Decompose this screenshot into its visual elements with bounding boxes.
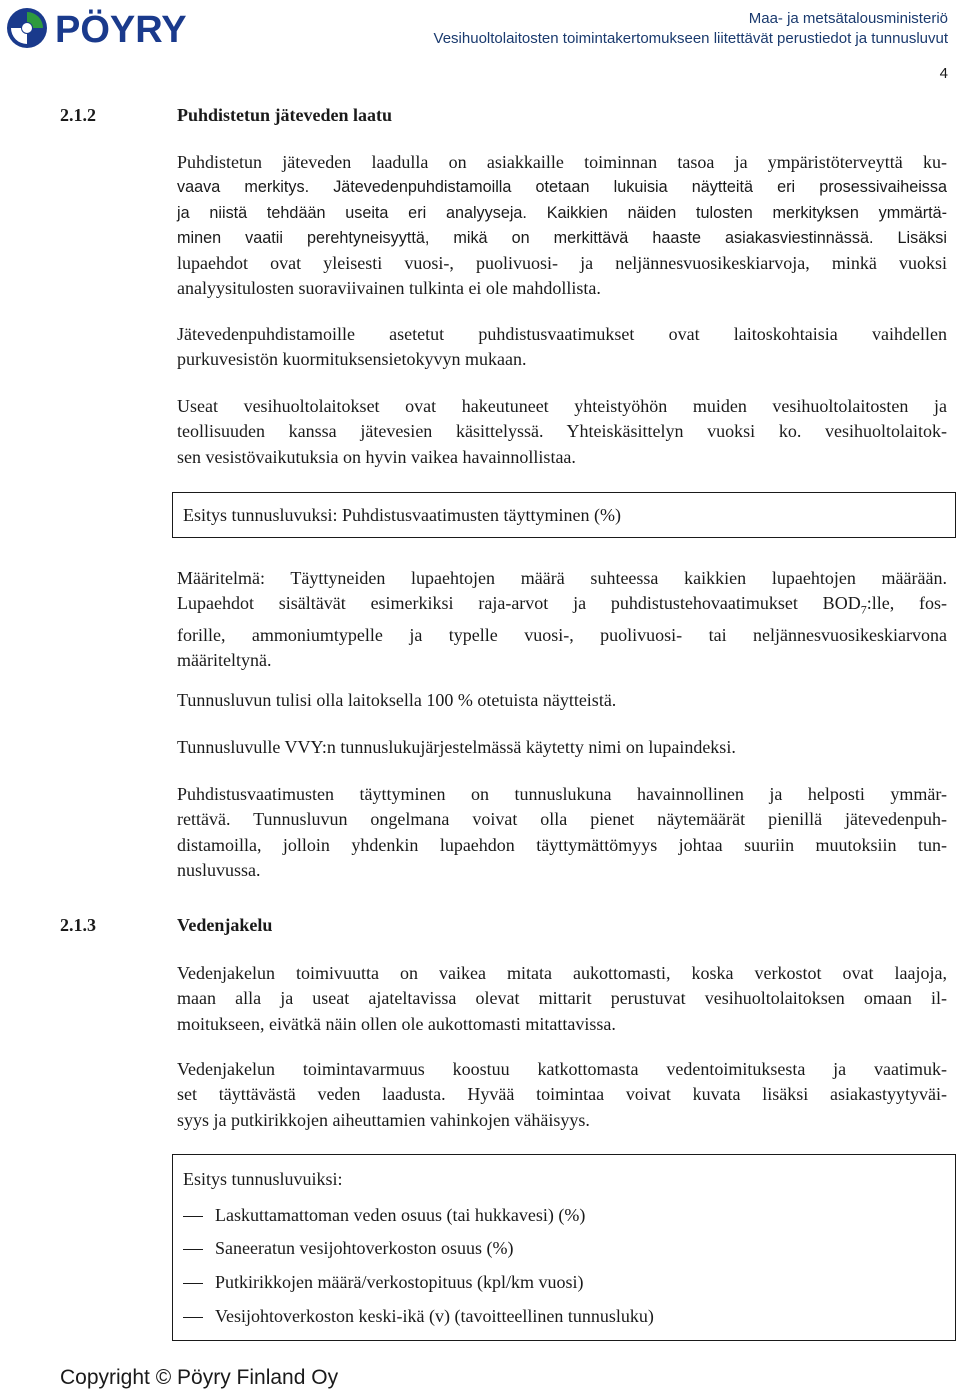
paragraph-5 <box>177 688 947 713</box>
list-item <box>183 1205 585 1226</box>
list-item <box>183 1306 654 1327</box>
paragraph-line: ja niistä tehdään useita eri analyyseja. Kaikkien näiden tulosten merkityksen ymmärtä- <box>177 203 947 222</box>
list-item-text: Laskuttamattoman veden osuus (tai hukkavesi) (%) <box>215 1205 586 1225</box>
paragraph-definition <box>177 566 947 674</box>
paragraph-8 <box>177 961 947 1037</box>
logo-mark-icon <box>7 8 47 48</box>
paragraph-line: Puhdistusvaatimusten täyttyminen on tunnuslukuna havainnollinen ja helposti ymmär- <box>177 784 947 804</box>
paragraph-line: Vedenjakelun toimintavarmuus koostuu katkottomasta vedentoimituksesta ja vaatimuk- <box>177 1059 947 1079</box>
paragraph-line: Puhdistetun jäteveden laadulla on asiakkaille toiminnan tasoa ja ympäristöterveyttä ku- <box>177 152 947 172</box>
logo-wordmark: PÖYRY <box>55 9 187 51</box>
paragraph-line: forille, ammoniumtypelle ja typelle vuosi-, puolivuosi- tai neljännesvuosikeskiarvona <box>177 625 947 646</box>
page-number: 4 <box>939 65 948 82</box>
header-report-title: Vesihuoltolaitosten toimintakertomukseen liitettävät perustiedot ja tunnusluvut <box>433 30 948 47</box>
list-item <box>183 1272 583 1293</box>
section-number-213: 2.1.3 <box>60 915 96 935</box>
paragraph-line <box>177 591 947 623</box>
dash-bullet-icon <box>183 1216 203 1217</box>
list-item <box>183 1238 513 1259</box>
header-ministry: Maa- ja metsätalousministeriö <box>748 10 948 27</box>
text-run: :lle, fos- <box>866 593 947 614</box>
paragraph-line: distamoilla, jolloin yhdenkin lupaehdon täyttymättömyys johtaa suuriin muutoksiin tun- <box>177 834 947 855</box>
paragraph-line: Tunnusluvun tulisi olla laitoksella 100 % otetuista näytteistä. <box>177 690 617 710</box>
paragraph-1 <box>177 150 947 302</box>
paragraph-line: purkuvesistön kuormituksensietokyvyn mukaan. <box>177 349 527 370</box>
paragraph-7 <box>177 782 947 883</box>
paragraph-line: minen vaatii perehtyneisyyttä, mikä on merkittävä haaste asiakasviestinnässä. Lisäksi <box>177 228 947 247</box>
list-item-text: Saneeratun vesijohtoverkoston osuus (%) <box>215 1238 514 1258</box>
paragraph-line: Useat vesihuoltolaitokset ovat hakeutuneet yhteistyöhön muiden vesihuoltolaitosten ja <box>177 396 947 416</box>
paragraph-line: set täyttävästä veden laadusta. Hyvää toimintaa voivat kuvata lisäksi asiakastyytyväi- <box>177 1084 947 1105</box>
paragraph-line: sen vesistövaikutuksia on hyvin vaikea havainnollistaa. <box>177 446 576 467</box>
paragraph-line: nusluvussa. <box>177 859 261 880</box>
section-title-212: Puhdistetun jäteveden laatu <box>177 105 393 125</box>
subscript: 7 <box>860 602 867 617</box>
paragraph-line: syys ja putkirikkojen aiheuttamien vahinkojen vähäisyys. <box>177 1109 590 1130</box>
poyry-logo <box>3 4 243 52</box>
indicator-box-title: Esitys tunnusluvuiksi: <box>183 1169 343 1189</box>
footer-copyright: Copyright © Pöyry Finland Oy <box>60 1366 339 1389</box>
paragraph-line: analyysitulosten suoraviivainen tulkinta ei ole mahdollista. <box>177 278 601 299</box>
paragraph-line: moitukseen, eivätkä näin ollen ole aukottomasti mitattavissa. <box>177 1013 616 1034</box>
paragraph-3 <box>177 394 947 470</box>
dash-bullet-icon <box>183 1249 203 1250</box>
section-number-212: 2.1.2 <box>60 105 96 125</box>
paragraph-line: määriteltynä. <box>177 650 272 671</box>
paragraph-line: Määritelmä: Täyttyneiden lupaehtojen määrä suhteessa kaikkien lupaehtojen määrään. <box>177 568 947 588</box>
list-item-text: Putkirikkojen määrä/verkostopituus (kpl/km vuosi) <box>215 1272 584 1292</box>
paragraph-line: rettävä. Tunnusluvun ongelmana voivat olla pienet näytemäärät pienillä jätevedenpuh- <box>177 809 947 830</box>
text-run: Lupaehdot sisältävät esimerkiksi raja-arvot ja puhdistustehovaatimukset BOD <box>177 593 861 614</box>
paragraph-line: Tunnusluvulle VVY:n tunnuslukujärjestelmässä käytetty nimi on lupaindeksi. <box>177 737 736 757</box>
dash-bullet-icon <box>183 1317 203 1318</box>
paragraph-2 <box>177 322 947 373</box>
paragraph-line: Jätevedenpuhdistamoille asetetut puhdistusvaatimukset ovat laitoskohtaisia vaihdellen <box>177 324 947 344</box>
dash-bullet-icon <box>183 1283 203 1284</box>
paragraph-9 <box>177 1057 947 1133</box>
paragraph-line: teollisuuden kanssa jätevesien käsittelyssä. Yhteiskäsittelyn vuoksi ko. vesihuoltolaitok- <box>177 421 947 442</box>
paragraph-line: vaava merkitys. Jätevedenpuhdistamoilla otetaan lukuisia näytteitä eri prosessivaiheissa <box>177 178 947 197</box>
list-item-text: Vesijohtoverkoston keski-ikä (v) (tavoitteellinen tunnusluku) <box>215 1306 654 1326</box>
paragraph-line: lupaehdot ovat yleisesti vuosi-, puolivuosi- ja neljännesvuosikeskiarvoja, minkä vuoksi <box>177 253 947 274</box>
indicator-box-212 <box>172 492 956 538</box>
paragraph-line: Vedenjakelun toimivuutta on vaikea mitata aukottomasti, koska verkostot ovat laajoja, <box>177 963 947 983</box>
section-title-213: Vedenjakelu <box>177 915 273 935</box>
indicator-box-text: Esitys tunnusluvuksi: Puhdistusvaatimusten täyttyminen (%) <box>183 505 621 525</box>
paragraph-6 <box>177 735 947 760</box>
paragraph-line: maan alla ja useat ajateltavissa olevat mittarit perustuvat vesihuoltolaitoksen omaan il- <box>177 988 947 1009</box>
